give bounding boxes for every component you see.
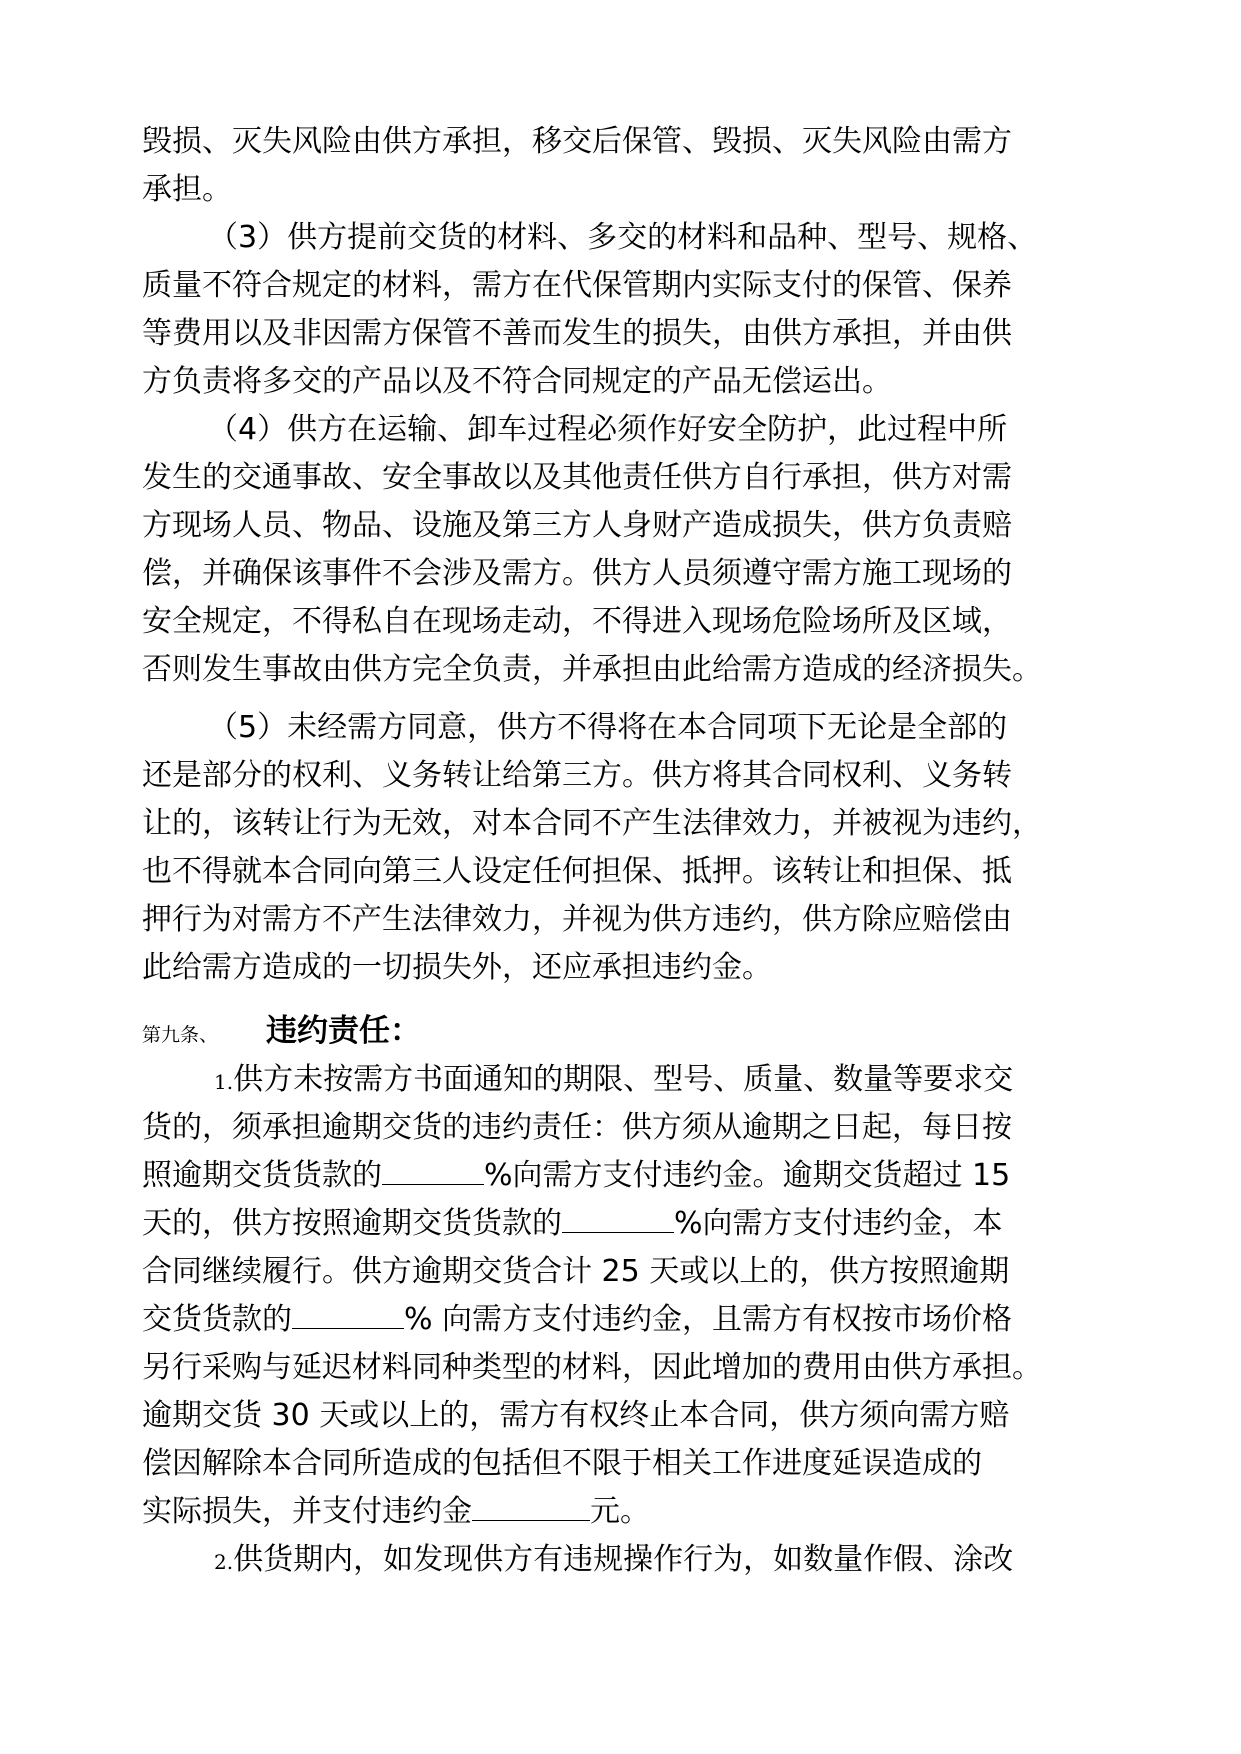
text-line: 否则发生事故由供方完全负责，并承担由此给需方造成的经济损失。 [142, 652, 1042, 687]
text-line: 货的，须承担逾期交货的违约责任：供方须从逾期之日起，每日按 [142, 1110, 1012, 1145]
text-line: 等费用以及非因需方保管不善而发生的损失，由供方承担，并由供 [142, 316, 1012, 351]
blank-field [292, 1300, 404, 1329]
clause-number: 2. [214, 1550, 234, 1574]
text-line: 偿，并确保该事件不会涉及需方。供方人员须遵守需方施工现场的 [142, 556, 1012, 591]
text-line: 方负责将多交的产品以及不符合同规定的产品无偿运出。 [142, 364, 892, 399]
text-segment: 实际损失，并支付违约金 [142, 1494, 472, 1529]
text-line [142, 1488, 1102, 1536]
article-number: 第九条、 [142, 1024, 219, 1046]
text-line: 逾期交货 30 天或以上的，需方有权终止本合同，供方须向需方赔 [142, 1398, 1010, 1433]
text-line: 押行为对需方不产生法律效力，并视为供方违约，供方除应赔偿由 [142, 902, 1012, 937]
article-heading [142, 1006, 1102, 1056]
text-line [142, 1152, 1102, 1200]
document-page [142, 118, 1102, 1584]
blank-field [382, 1156, 484, 1185]
text-line: 质量不符合规定的材料，需方在代保管期内实际支付的保管、保养 [142, 268, 1012, 303]
text-line [142, 1200, 1102, 1248]
text-line: 另行采购与延迟材料同种类型的材料，因此增加的费用由供方承担。 [142, 1350, 1042, 1385]
text-segment: 元。 [590, 1494, 650, 1529]
text-segment: %向需方支付违约金，本 [674, 1206, 1003, 1241]
text-line [142, 1296, 1102, 1344]
text-segment: 天的，供方按照逾期交货货款的 [142, 1206, 562, 1241]
paragraph-3-line: （3）供方提前交货的材料、多交的材料和品种、型号、规格、 [208, 220, 1038, 255]
text-line: 方现场人员、物品、设施及第三方人身财产造成损失，供方负责赔 [142, 508, 1012, 543]
text-line: 发生的交通事故、安全事故以及其他责任供方自行承担，供方对需 [142, 460, 1012, 495]
text-line: 也不得就本合同向第三人设定任何担保、抵押。该转让和担保、抵 [142, 854, 1012, 889]
clause-text: 供货期内，如发现供方有违规操作行为，如数量作假、涂改 [233, 1542, 1014, 1577]
blank-field [562, 1204, 674, 1233]
text-line: 安全规定，不得私自在现场走动，不得进入现场危险场所及区域， [142, 604, 1012, 639]
text-line: 毁损、灭失风险由供方承担，移交后保管、毁损、灭失风险由需方 [142, 124, 1012, 159]
clause-text: 供方未按需方书面通知的期限、型号、质量、数量等要求交 [233, 1062, 1014, 1097]
text-line: 让的，该转让行为无效，对本合同不产生法律效力，并被视为违约， [142, 806, 1042, 841]
paragraph-4-line: （4）供方在运输、卸车过程必须作好安全防护，此过程中所 [208, 412, 1008, 447]
paragraph-5-line: （5）未经需方同意，供方不得将在本合同项下无论是全部的 [208, 710, 1008, 745]
text-segment: %向需方支付违约金。逾期交货超过 15 [484, 1158, 1011, 1193]
text-segment: % 向需方支付违约金，且需方有权按市场价格 [404, 1302, 1013, 1337]
text-segment: 照逾期交货货款的 [142, 1158, 382, 1193]
text-line: 偿因解除本合同所造成的包括但不限于相关工作进度延误造成的 [142, 1446, 982, 1481]
clause-2-line [142, 1536, 1102, 1584]
text-line: 还是部分的权利、义务转让给第三方。供方将其合同权利、义务转 [142, 758, 1012, 793]
text-line: 承担。 [142, 172, 232, 207]
article-title: 违约责任： [266, 1013, 421, 1049]
text-line: 此给需方造成的一切损失外，还应承担违约金。 [142, 950, 772, 985]
blank-field [472, 1492, 590, 1521]
clause-1-line [142, 1056, 1102, 1104]
text-line: 合同继续履行。供方逾期交货合计 25 天或以上的，供方按照逾期 [142, 1254, 1010, 1289]
clause-number: 1. [214, 1070, 234, 1094]
text-segment: 交货货款的 [142, 1302, 292, 1337]
